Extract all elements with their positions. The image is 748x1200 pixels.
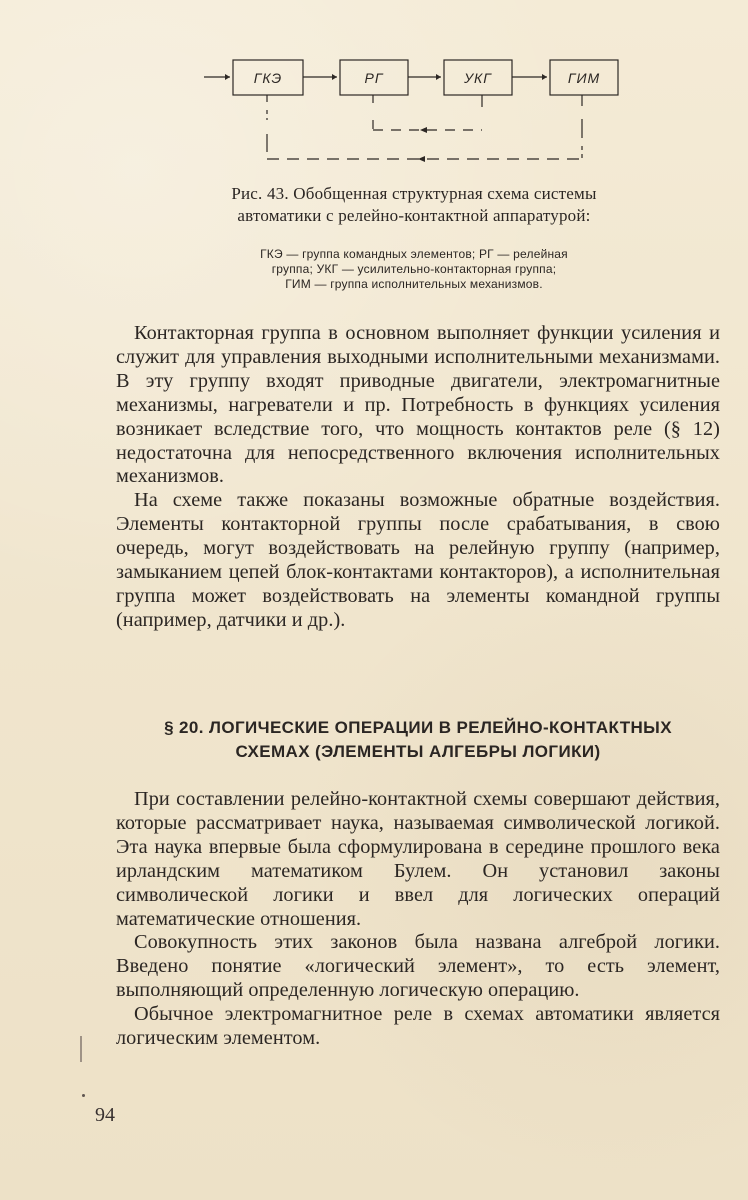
diagram-svg [196, 52, 606, 182]
body-paragraph: При составлении релейно-контактной схемы совершают действия, которые рассматривает наука, называемая символической логикой. Эта наука впервые была сформулирована в середине прошлого века ирландским математиком Булем. Он установил законы символической логики и ввел для логических операций математические отношения. [116, 788, 720, 930]
body-paragraph: Контакторная группа в основном выполняет функции усиления и служит для управления выходными исполнительными механизмами. В эту группу входят приводные двигатели, электромагнитные механизмы, нагреватели и пр. Потребность в функциях усиления возникает вследствие того, что мощность контактов реле (§ 12) недостаточна для непосредственного включения исполнительных механизмов. [116, 322, 720, 488]
arrow-gke-rg [332, 74, 337, 80]
section-heading-line: § 20. ЛОГИЧЕСКИЕ ОПЕРАЦИИ В РЕЛЕЙНО-КОНТАКТНЫХ [164, 718, 672, 737]
feedback-bottom-arrow [418, 156, 425, 162]
body-paragraph: На схеме также показаны возможные обратные воздействия. Элементы контакторной группы после срабатывания, в свою очередь, могут воздействовать на релейную группу (например, замыканием цепей блок-контактами контакторов), а исполнительная группа может воздействовать на элементы командной группы (например, датчики и др.). [116, 489, 720, 631]
arrow-ukg-gim [542, 74, 547, 80]
legend-line: ГКЭ — группа командных элементов; РГ — релейная [260, 247, 568, 261]
block-label-ukg: УКГ [464, 70, 492, 86]
margin-mark [80, 1036, 82, 1062]
top-text-block [116, 322, 720, 633]
margin-dot [82, 1094, 85, 1097]
legend-line: ГИМ — группа исполнительных механизмов. [285, 277, 543, 291]
block-label-rg: РГ [364, 70, 384, 86]
figure-caption: Рис. 43. Обобщенная структурная схема системы автоматики с релейно-контактной аппаратурой: [231, 184, 597, 225]
figure-legend [200, 247, 628, 292]
legend-line: группа; УКГ — усилительно-контакторная группа; [271, 262, 557, 276]
block-label-gke: ГКЭ [253, 70, 283, 86]
feedback-mid-arrow [420, 127, 427, 133]
block-diagram [196, 52, 606, 182]
section-heading-line: СХЕМАХ (ЭЛЕМЕНТЫ АЛГЕБРЫ ЛОГИКИ) [235, 742, 601, 761]
page-number: 94 [95, 1104, 115, 1126]
body-paragraph: Совокупность этих законов была названа алгеброй логики. Введено понятие «логический элемент», то есть элемент, выполняющий определенную логическую операцию. [116, 931, 720, 1002]
block-label-gim: ГИМ [567, 70, 601, 86]
arrow-rg-ukg [436, 74, 441, 80]
input-arrow [225, 74, 230, 80]
body-paragraph: Обычное электромагнитное реле в схемах автоматики является логическим элементом. [116, 1003, 720, 1050]
bottom-text-block [116, 788, 720, 1051]
section-heading [116, 716, 720, 764]
